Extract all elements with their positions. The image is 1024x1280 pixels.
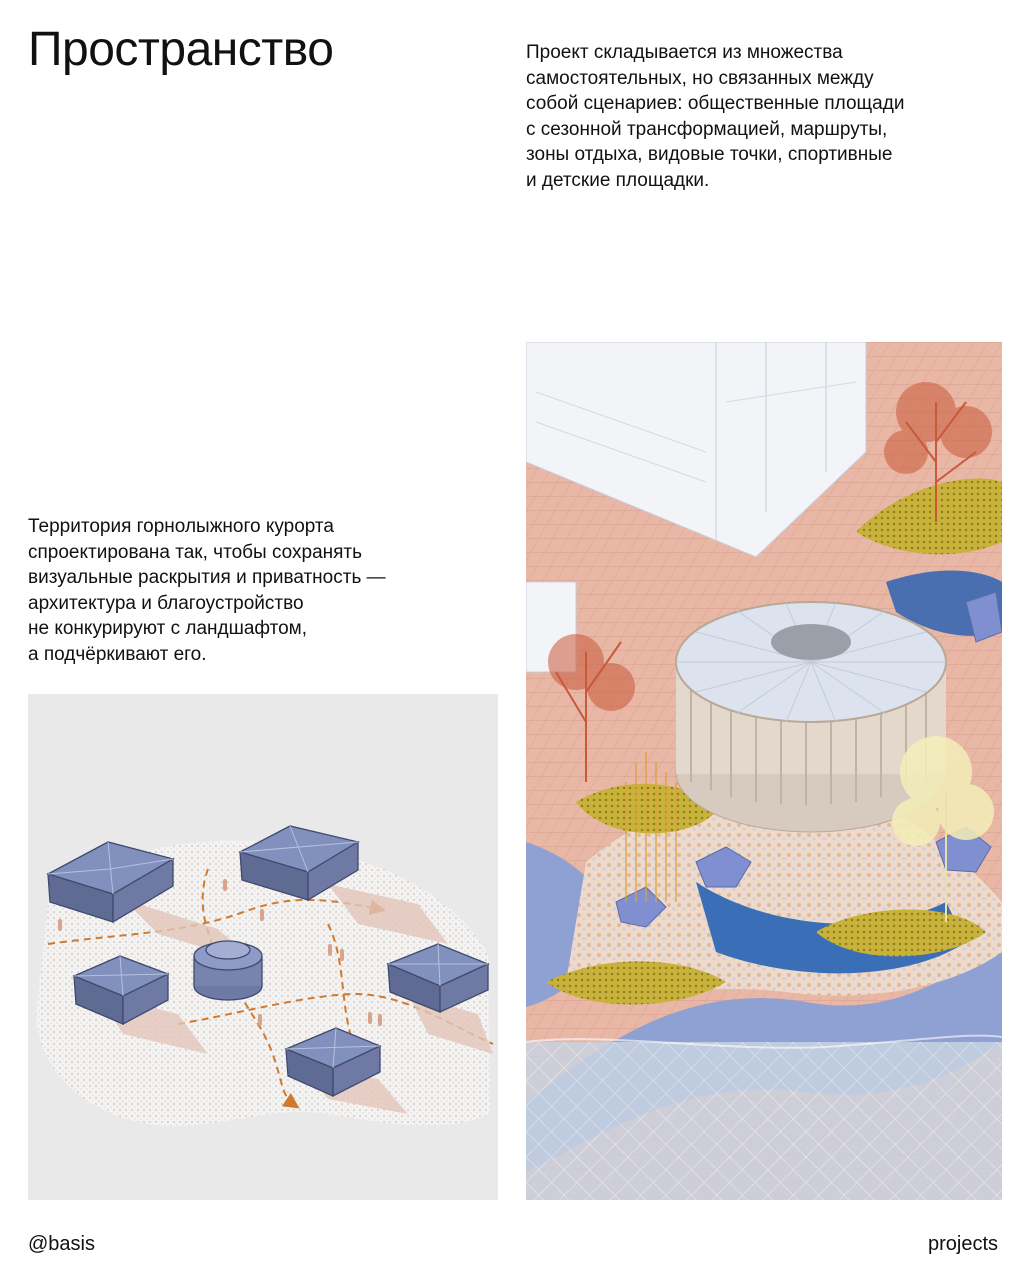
page-title: Пространство (28, 23, 334, 76)
pavilions-illustration (28, 694, 498, 1200)
footer-handle: @basis (28, 1233, 95, 1255)
plaza-illustration (526, 342, 1002, 1200)
intro-text: Проект складывается из множества самостоятельных, но связанных между собой сценариев: общественные площади с сезонной трансформацией, маршруты, зоны отдыха, видовые точки, спортивные и детские площадки. (526, 42, 905, 191)
footer-section-label: projects (927, 1233, 998, 1255)
description-text: Территория горнолыжного курорта спроектирована так, чтобы сохранять визуальные раскрытия и приватность — архитектура и благоустройство не конкурируют с ландшафтом, а подчёркивают его. (28, 516, 386, 665)
